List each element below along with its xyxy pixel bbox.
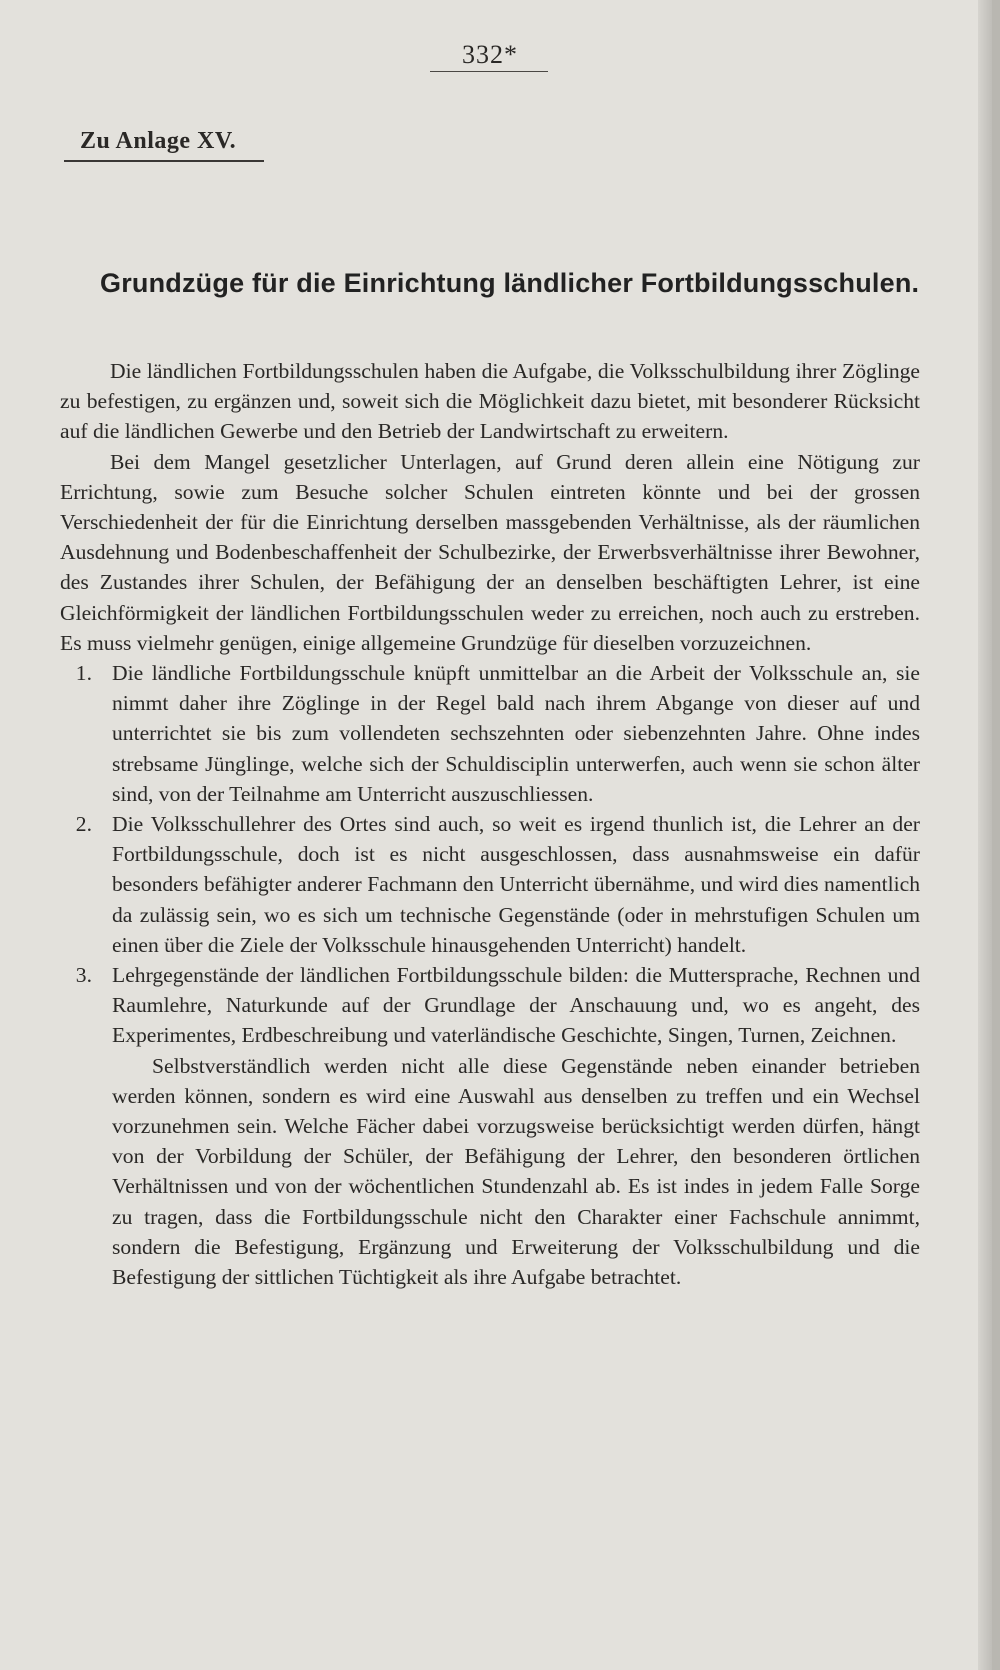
- list-item-number: 3.: [75, 963, 92, 988]
- page-edge: [978, 0, 992, 1670]
- list-item-text: Die ländliche Fortbildungsschule knüpft unmittelbar an die Arbeit der Volksschule an, sie nimmt daher ihre Zöglinge in der Regel bald nach ihrem Abgange von dieser auf und unterrichtet sie bis zum vollendeten sechszehnten oder siebenzehnten Jahre. Ohne indes strebsame Jünglinge, welche sich der Schuldisciplin unterwerfen, auch wenn sie schon älter sind, von der Teilnahme am Unterricht auszuschliessen.: [112, 661, 920, 806]
- document-heading: Grundzüge für die Einrichtung ländlicher Fortbildungsschulen.: [100, 268, 920, 298]
- page-number-rule: [430, 71, 548, 72]
- list-item: [60, 809, 920, 960]
- annex-title: Zu Anlage XV.: [80, 128, 237, 154]
- list-item: [60, 658, 920, 809]
- list-item-content: [112, 960, 920, 1292]
- list-item-number: 2.: [75, 812, 92, 837]
- page-number: 332*: [462, 40, 518, 69]
- document-body: [60, 356, 920, 1292]
- list-item-continuation: Selbstverständlich werden nicht alle diese Gegenstände neben einander betrieben werden können, sondern es wird eine Auswahl aus denselben zu treffen und ein Wechsel vorzunehmen sein. Welche Fächer dabei vorzugsweise berücksichtigt werden dürfen, hängt von der Vorbildung der Schüler, der Befähigung der Lehrer, den besonderen örtlichen Verhältnissen und von der wöchentlichen Stundenzahl ab. Es ist indes in jedem Falle Sorge zu tragen, dass die Fortbildungsschule nicht den Charakter einer Fachschule annimmt, sondern die Befestigung, Ergänzung und Erweiterung der Volksschulbildung und die Befestigung der sittlichen Tüchtigkeit als ihre Aufgabe betrachtet.: [112, 1053, 920, 1290]
- paragraph-intro: Die ländlichen Fortbildungsschulen haben die Aufgabe, die Volksschulbildung ihrer Zöglinge zu befestigen, zu ergänzen und, soweit sich die Möglichkeit dazu bietet, mit besonderer Rücksicht auf die ländlichen Gewerbe und den Betrieb der Landwirtschaft zu erweitern.: [60, 359, 920, 444]
- list-item-number: 1.: [75, 661, 92, 686]
- annex-title-underline: [64, 160, 264, 162]
- list-item-text: Die Volksschullehrer des Ortes sind auch, so weit es irgend thunlich ist, die Lehrer an der Fortbildungsschule, doch ist es nicht ausgeschlossen, dass ausnahmsweise ein dafür besonders befähigter anderer Fachmann den Unterricht übernähme, und wird dies namentlich da zulässig sein, wo es sich um technische Gegenstände (oder in mehrstufigen Schulen um einen über die Ziele der Volksschule hinausgehenden Unterricht) handelt.: [112, 812, 920, 957]
- paragraph-context: Bei dem Mangel gesetzlicher Unterlagen, auf Grund deren allein eine Nötigung zur Errichtung, sowie zum Besuche solcher Schulen eintreten könnte und bei der grossen Verschiedenheit der für die Einrichtung derselben massgebenden Verhältnisse, als der räumlichen Ausdehnung und Bodenbeschaffenheit der Schulbezirke, der Erwerbsverhältnisse ihrer Bewohner, des Zustandes ihrer Schulen, der Befähigung der an denselben beschäftigten Lehrer, ist eine Gleichförmigkeit der ländlichen Fortbildungsschulen weder zu erreichen, noch auch zu erstreben. Es muss vielmehr genügen, einige allgemeine Grundzüge für dieselben vorzuzeichnen.: [60, 449, 920, 655]
- list-item: [60, 960, 920, 1292]
- list-item-text: Lehrgegenstände der ländlichen Fortbildungsschule bilden: die Muttersprache, Rechnen und Raumlehre, Naturkunde auf der Grundlage der Anschauung und, wo es angeht, des Experimentes, Erdbeschreibung und vaterländische Geschichte, Singen, Turnen, Zeichnen.: [112, 963, 920, 1048]
